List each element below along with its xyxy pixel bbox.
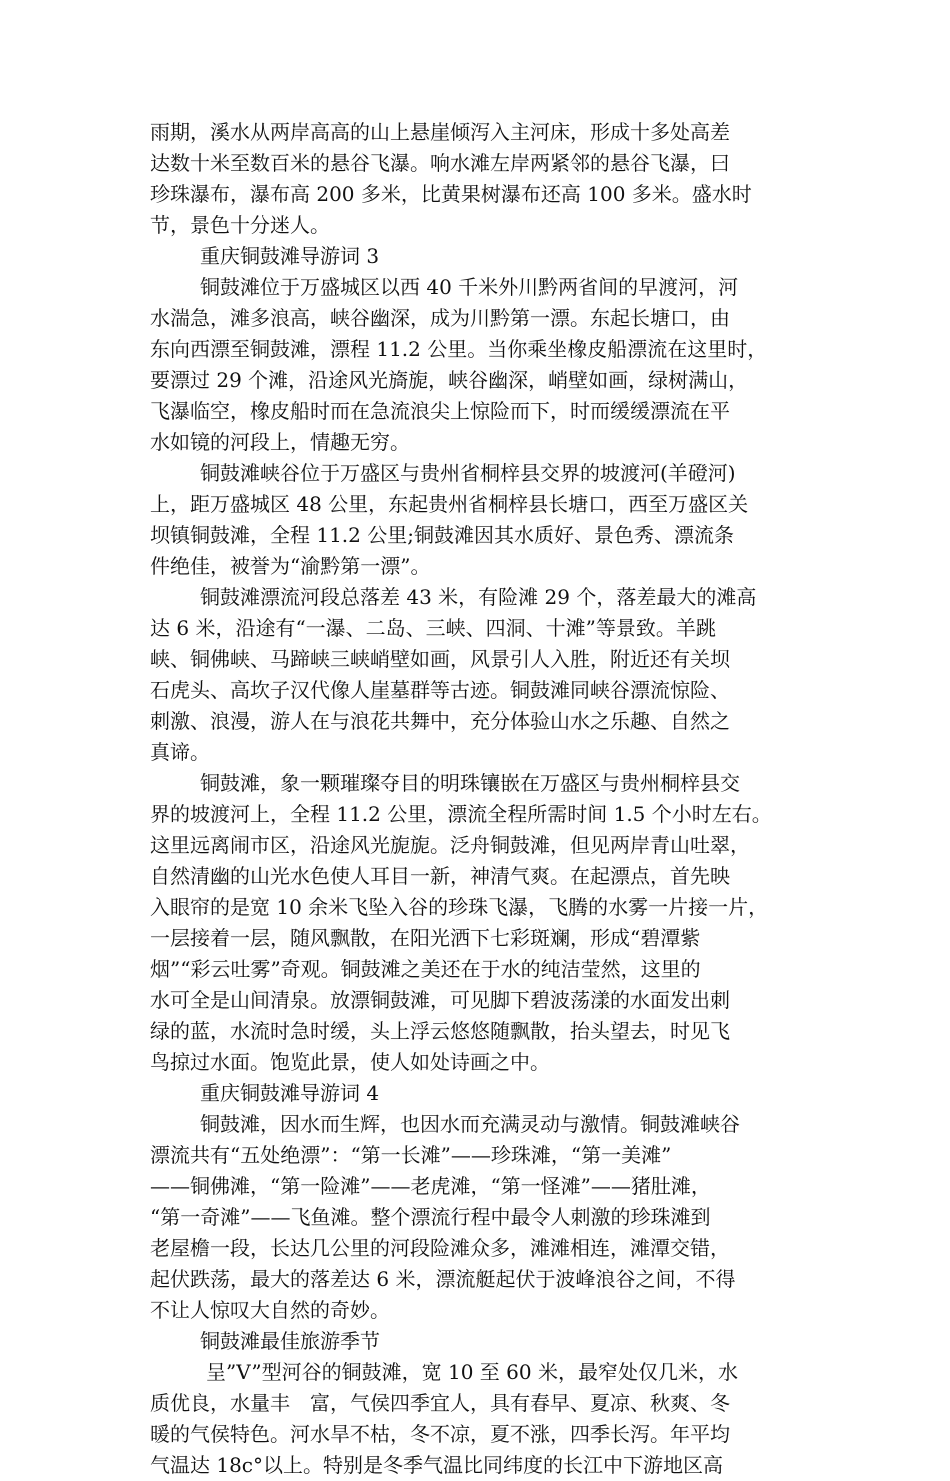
text-line: 达 6 米，沿途有“一瀑、二岛、三峡、四洞、十滩”等景致。羊跳 <box>150 616 716 640</box>
text-line: 珍珠瀑布，瀑布高 200 多米，比黄果树瀑布还高 100 多米。盛水时 <box>150 182 752 206</box>
text-line: 这里远离闹市区，沿途风光旎旎。泛舟铜鼓滩，但见两岸青山吐翠， <box>150 833 750 857</box>
text-line: 峡、铜佛峡、马蹄峡三峡峭壁如画，风景引人入胜，附近还有关坝 <box>150 647 730 671</box>
text-line: 界的坡渡河上，全程 11.2 公里，漂流全程所需时间 1.5 个小时左右。 <box>150 802 772 826</box>
text-line: “第一奇滩”——飞鱼滩。整个漂流行程中最令人刺激的珍珠滩到 <box>150 1205 711 1229</box>
text-line: 东向西漂至铜鼓滩，漂程 11.2 公里。当你乘坐橡皮船漂流在这里时， <box>150 337 768 361</box>
text-line: 铜鼓滩漂流河段总落差 43 米，有险滩 29 个，落差最大的滩高 <box>200 585 757 609</box>
text-line: 重庆铜鼓滩导游词 3 <box>200 244 380 268</box>
text-line: 气温达 18c°以上。特别是冬季气温比同纬度的长江中下游地区高 <box>150 1453 724 1477</box>
text-line: 呈”V”型河谷的铜鼓滩，宽 10 至 60 米，最窄处仅几米，水 <box>206 1360 738 1384</box>
text-line: 烟”“彩云吐雾”奇观。铜鼓滩之美还在于水的纯洁莹然，这里的 <box>150 957 701 981</box>
text-line: 刺激、浪漫，游人在与浪花共舞中，充分体验山水之乐趣、自然之 <box>150 709 730 733</box>
document-body <box>150 117 810 1481</box>
text-line: 水如镜的河段上，情趣无穷。 <box>150 430 410 454</box>
text-line: 节，景色十分迷人。 <box>150 213 330 237</box>
text-line: 件绝佳，被誉为“渝黔第一漂”。 <box>150 554 431 578</box>
text-line: 老屋檐一段，长达几公里的河段险滩众多，滩滩相连，滩潭交错， <box>150 1236 730 1260</box>
text-line: 一层接着一层，随风飘散，在阳光洒下七彩斑斓，形成“碧潭紫 <box>150 926 701 950</box>
text-line: 水湍急，滩多浪高，峡谷幽深，成为川黔第一漂。东起长塘口，由 <box>150 306 730 330</box>
text-line: 雨期，溪水从两岸高高的山上悬崖倾泻入主河床，形成十多处高差 <box>150 120 730 144</box>
text-line: 质优良，水量丰 富，气侯四季宜人，具有春早、夏凉、秋爽、冬 <box>150 1391 730 1415</box>
text-line: 起伏跌荡，最大的落差达 6 米，漂流艇起伏于波峰浪谷之间，不得 <box>150 1267 736 1291</box>
text-line: 飞瀑临空，橡皮船时而在急流浪尖上惊险而下，时而缓缓漂流在平 <box>150 399 730 423</box>
text-line: 不让人惊叹大自然的奇妙。 <box>150 1298 390 1322</box>
text-line: 入眼帘的是宽 10 余米飞坠入谷的珍珠飞瀑，飞腾的水雾一片接一片， <box>150 895 769 919</box>
text-line: 水可全是山间清泉。放漂铜鼓滩，可见脚下碧波荡漾的水面发出刺 <box>150 988 730 1012</box>
text-line: 绿的蓝，水流时急时缓，头上浮云悠悠随飘散，抬头望去，时见飞 <box>150 1019 730 1043</box>
text-line: 铜鼓滩，因水而生辉，也因水而充满灵动与激情。铜鼓滩峡谷 <box>200 1112 740 1136</box>
text-line: 漂流共有“五处绝漂”：“第一长滩”——珍珠滩，“第一美滩” <box>150 1143 672 1167</box>
text-line: 铜鼓滩位于万盛城区以西 40 千米外川黔两省间的早渡河，河 <box>200 275 739 299</box>
text-line: 铜鼓滩，象一颗璀璨夺目的明珠镶嵌在万盛区与贵州桐梓县交 <box>200 771 740 795</box>
text-line: 石虎头、高坎子汉代像人崖墓群等古迹。铜鼓滩同峡谷漂流惊险、 <box>150 678 730 702</box>
text-line: ——铜佛滩，“第一险滩”——老虎滩，“第一怪滩”——猪肚滩， <box>150 1174 711 1198</box>
text-line: 上，距万盛城区 48 公里，东起贵州省桐梓县长塘口，西至万盛区关 <box>150 492 749 516</box>
text-line: 坝镇铜鼓滩，全程 11.2 公里;铜鼓滩因其水质好、景色秀、漂流条 <box>150 523 734 547</box>
text-line: 重庆铜鼓滩导游词 4 <box>200 1081 380 1105</box>
text-line: 真谛。 <box>150 740 210 764</box>
text-line: 达数十米至数百米的悬谷飞瀑。响水滩左岸两紧邻的悬谷飞瀑，曰 <box>150 151 730 175</box>
text-line: 要漂过 29 个滩，沿途风光旖旎，峡谷幽深，峭壁如画，绿树满山， <box>150 368 749 392</box>
text-line: 铜鼓滩峡谷位于万盛区与贵州省桐梓县交界的坡渡河(羊磴河) <box>200 461 736 485</box>
text-line: 自然清幽的山光水色使人耳目一新，神清气爽。在起漂点，首先映 <box>150 864 730 888</box>
text-line: 铜鼓滩最佳旅游季节 <box>200 1329 380 1353</box>
text-line: 暖的气侯特色。河水旱不枯，冬不凉，夏不涨，四季长泻。年平均 <box>150 1422 730 1446</box>
text-line: 鸟掠过水面。饱览此景，使人如处诗画之中。 <box>150 1050 550 1074</box>
